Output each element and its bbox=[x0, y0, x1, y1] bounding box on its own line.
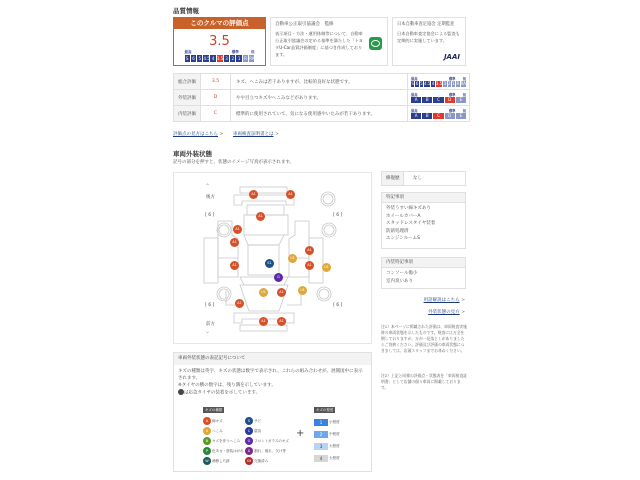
legend-type-item bbox=[203, 446, 244, 456]
chevron-up-icon[interactable]: ⌃ bbox=[205, 183, 211, 190]
degree-label: 大程度 bbox=[329, 456, 340, 460]
evaluation-value: C bbox=[201, 106, 231, 122]
chevron-right-icon: > bbox=[219, 132, 224, 137]
evaluation-scale: 最高 標準 低 A B C D E bbox=[408, 106, 470, 122]
damage-type-icon: C bbox=[245, 427, 253, 435]
legend-line-3: は応急タイヤの装着を示しています。 bbox=[184, 390, 261, 396]
damage-mark[interactable]: S1 bbox=[265, 259, 274, 268]
supervisor-body: 表示項目・方法・運用体制等について、自動車公正取引協議会の定める基準を満たした「トヨタU-Car品質評価制度」に基づき作成しております。 bbox=[275, 31, 363, 57]
scale-cell: B bbox=[422, 113, 432, 119]
damage-type-label: サビ bbox=[254, 419, 262, 423]
damage-type-icon: B bbox=[203, 437, 211, 445]
damage-mark[interactable]: A1 bbox=[235, 299, 244, 308]
list-item: 防錆処理済 bbox=[386, 228, 409, 234]
damage-types-left bbox=[203, 416, 244, 466]
legend-type-item bbox=[203, 436, 244, 446]
damage-type-icon: W bbox=[203, 457, 211, 465]
scale-cell: S bbox=[185, 56, 189, 61]
scale-cell: 3 bbox=[225, 56, 228, 61]
repair-history-value: なし bbox=[413, 176, 422, 181]
scale-cell: 3.5 bbox=[216, 56, 224, 61]
evaluation-label: 総合評価 bbox=[174, 74, 201, 90]
evaluation-row bbox=[174, 106, 470, 122]
interior-notes-card bbox=[381, 257, 466, 289]
interior-notes-heading: 内装特記事項 bbox=[382, 258, 465, 268]
legend-type-item bbox=[245, 416, 289, 426]
damage-type-tag: キズの種類 bbox=[205, 408, 223, 412]
evaluation-scale: 最高 標準 低 S 6 5 4.5 4 3.5 3 2 1 R RA bbox=[408, 74, 470, 90]
degree-box: 2 bbox=[314, 431, 328, 438]
damage-type-icon: U bbox=[203, 427, 211, 435]
damage-type-icon: A bbox=[203, 417, 211, 425]
damage-mark[interactable]: A1 bbox=[249, 190, 258, 199]
scale-cell: E bbox=[456, 97, 466, 103]
chevron-down-icon[interactable]: ⌄ bbox=[205, 328, 211, 335]
evaluation-description: やや目立つキズやへこみなどがあります。 bbox=[231, 90, 408, 106]
legend-degree-item bbox=[314, 429, 340, 441]
damage-degree-tag: キズの程度 bbox=[316, 408, 334, 412]
supervisor-heading: 自動車公正取引協議会 監修 bbox=[275, 22, 334, 27]
legend-line-2: ※タイヤの横の数字は、残り溝を示しています。 bbox=[178, 383, 276, 388]
evaluation-scale: 最高 標準 低 A B C D E bbox=[408, 90, 470, 106]
damage-mark[interactable]: U1 bbox=[298, 286, 307, 295]
legend-type-item bbox=[245, 446, 289, 456]
scale-cell: S bbox=[411, 81, 414, 86]
legend-degree-item bbox=[314, 453, 340, 465]
damage-type-label: 腐食 bbox=[254, 429, 262, 433]
chevron-right-icon: > bbox=[461, 298, 465, 303]
scale-cell: 4 bbox=[211, 56, 215, 61]
damage-mark[interactable]: A1 bbox=[256, 212, 265, 221]
damage-type-label: キズを伴うへこみ bbox=[212, 439, 241, 443]
score-heading: このクルマの評価点 bbox=[174, 18, 265, 29]
scale-cell: R bbox=[456, 81, 460, 86]
scale-cell: RA bbox=[460, 81, 466, 86]
evaluation-label: 内装評価 bbox=[174, 106, 201, 122]
score-value: 3.5 bbox=[209, 34, 230, 49]
list-item: 外装うすい線キズあり bbox=[386, 206, 431, 211]
damage-type-label: 色あせ・塗装はがれ bbox=[212, 449, 244, 453]
damage-type-label: 線キズ bbox=[212, 419, 223, 423]
repair-history-label: 修復歴 bbox=[382, 172, 404, 185]
score-guide-link[interactable]: 評価点の見方はこちら bbox=[173, 132, 218, 137]
jaai-card bbox=[392, 17, 466, 66]
legend-line-1: キズの種類は英字、キズの状態は数字で表示され、これらの組み合わせが、展開図中に表示されます。 bbox=[178, 369, 363, 381]
scale-cell: R bbox=[244, 56, 247, 61]
list-item: 室内臭いあり bbox=[386, 278, 413, 284]
damage-type-label: フロントガラスのキズ bbox=[254, 439, 289, 443]
scale-cell: D bbox=[445, 97, 455, 103]
score-card bbox=[173, 17, 266, 66]
evaluation-description: キズ、へこみは若干ありますが、比較的良好な状態です。 bbox=[231, 74, 408, 90]
front-label: 前方 bbox=[206, 322, 215, 327]
damage-mark[interactable]: A1 bbox=[305, 246, 314, 255]
damage-types-right bbox=[245, 416, 289, 466]
damage-type-icon: S bbox=[245, 417, 253, 425]
special-notes-card bbox=[381, 192, 466, 249]
legend-degree-item bbox=[314, 441, 340, 453]
fair-trade-logo-icon bbox=[369, 37, 382, 50]
exterior-subtitle: 記号の部分を押すと、状態のイメージ写真が表示されます。 bbox=[173, 160, 295, 165]
damage-mark[interactable]: U1 bbox=[259, 288, 268, 297]
degree-label: 大程度 bbox=[329, 444, 340, 448]
tire-depth-rear-left: [ 6 ] bbox=[205, 213, 215, 218]
damage-mark[interactable]: A1 bbox=[230, 238, 239, 247]
scale-cell: E bbox=[456, 113, 466, 119]
scale-cell: 4.5 bbox=[203, 56, 210, 61]
interior-notes-list bbox=[382, 268, 465, 287]
special-notes-heading: 特記事項 bbox=[382, 193, 465, 203]
scale-cell: 1 bbox=[452, 81, 455, 86]
damage-degrees bbox=[314, 417, 340, 465]
scale-cell: 4 bbox=[431, 81, 435, 86]
evaluation-row bbox=[174, 90, 470, 106]
damage-type-icon: P bbox=[203, 447, 211, 455]
scale-cell: 2 bbox=[231, 56, 235, 61]
legend-type-item bbox=[245, 456, 289, 466]
special-notes-list bbox=[382, 203, 465, 245]
damage-mark[interactable]: G bbox=[274, 273, 283, 282]
jaai-body: 日本自動車査定協会による監査も定期的に実施しています。 bbox=[397, 31, 460, 43]
note-1: 注1）本ページに掲載された評価は、車両検査実施時の車両状態を示したものです。検査には万全を期しておりますが、万が一見落としがありましたらご容赦ください。評価及び評価の車両状態につきましては、店頭スタッフまでお尋ねください。 bbox=[381, 324, 467, 353]
evaluation-description: 標準的に使用されていて、気になる使用感やいたみが若干あります。 bbox=[231, 106, 408, 122]
scale-cell: B bbox=[422, 97, 432, 103]
tire-depth-rear-right: [ 6 ] bbox=[333, 213, 343, 218]
damage-mark[interactable]: A1 bbox=[286, 190, 295, 199]
legend-type-item bbox=[203, 456, 244, 466]
list-item: ホイールカバーA bbox=[386, 213, 421, 219]
evaluation-table bbox=[173, 73, 470, 122]
supervisor-card bbox=[270, 17, 388, 66]
list-item: スタッドレスタイヤ装着 bbox=[386, 221, 436, 226]
degree-box: 4 bbox=[314, 455, 328, 462]
damage-mark[interactable]: A1 bbox=[230, 261, 239, 270]
damage-mark[interactable]: U1 bbox=[288, 254, 297, 263]
scale-cell: 4.5 bbox=[424, 81, 431, 86]
repair-history-row bbox=[381, 171, 466, 186]
evaluation-value: 3.5 bbox=[201, 74, 231, 90]
damage-type-icon: G bbox=[245, 437, 253, 445]
scale-cell: 2 bbox=[447, 81, 451, 86]
degree-label: 小程度 bbox=[329, 420, 340, 424]
list-item: コンソール傷小 bbox=[386, 271, 418, 276]
damage-mark[interactable]: A1 bbox=[305, 261, 314, 270]
plus-icon: + bbox=[296, 428, 305, 439]
damage-type-label: 割れ、破れ、欠け等 bbox=[254, 449, 287, 453]
legend-type-item bbox=[245, 436, 289, 446]
damage-type-label: 交換済み bbox=[254, 459, 269, 463]
scale-cell: A bbox=[411, 113, 421, 119]
degree-box: 1 bbox=[314, 419, 328, 426]
legend-card bbox=[173, 352, 372, 472]
legend-degree-item bbox=[314, 417, 340, 429]
damage-type-icon: XX bbox=[246, 459, 252, 463]
tire-depth-front-right: [ 6 ] bbox=[333, 303, 343, 308]
rear-label: 後方 bbox=[206, 195, 215, 200]
score-scale bbox=[185, 55, 255, 62]
damage-mark[interactable]: A1 bbox=[277, 288, 286, 297]
chevron-right-icon: > bbox=[461, 310, 465, 315]
legend-type-item bbox=[245, 426, 289, 436]
scale-cell: 3 bbox=[443, 81, 447, 86]
degree-box: 3 bbox=[314, 443, 328, 450]
damage-mark[interactable]: A1 bbox=[259, 317, 268, 326]
scale-cell: 5 bbox=[420, 81, 423, 86]
scale-high-label: 最高 bbox=[184, 50, 192, 54]
damage-type-label: 補修した跡 bbox=[212, 459, 230, 463]
degree-label: 中程度 bbox=[329, 432, 340, 436]
exterior-title: 車両外装状態 bbox=[173, 150, 212, 158]
scale-low-label: 低 bbox=[251, 50, 255, 54]
scale-cell: 3.5 bbox=[435, 81, 443, 86]
note-2: 注2）上記と同様の評価点・状態表を「車両検査証明書」として店舗の個々車両に掲載しております。 bbox=[381, 373, 467, 390]
damage-mark[interactable]: A1 bbox=[277, 317, 286, 326]
evaluation-label: 外装評価 bbox=[174, 90, 201, 106]
scale-cell: 1 bbox=[237, 56, 241, 61]
damage-type-label: へこみ bbox=[212, 429, 223, 433]
legend-type-item bbox=[203, 426, 244, 436]
scale-cell: C bbox=[433, 113, 443, 119]
scale-cell: 6 bbox=[415, 81, 419, 86]
inspection-cert-link[interactable]: 車両検査証明書とは bbox=[232, 132, 274, 137]
scale-cell: RA bbox=[249, 56, 255, 61]
glossary-link[interactable]: 用語解説はこちら bbox=[423, 298, 460, 303]
scale-cell: 6 bbox=[192, 56, 195, 61]
jaai-heading: 日本自動車査定協会 定期監査 bbox=[397, 22, 455, 27]
car-diagram bbox=[173, 172, 372, 344]
scale-cell: C bbox=[433, 97, 443, 103]
scale-cell: D bbox=[445, 113, 455, 119]
damage-mark[interactable]: U1 bbox=[322, 263, 331, 272]
exterior-guide-link[interactable]: 外装状態の見方 bbox=[428, 310, 460, 315]
scale-standard-label: 標準 bbox=[231, 50, 239, 54]
list-item: エンジンルームS bbox=[386, 236, 421, 241]
evaluation-value: D bbox=[201, 90, 231, 106]
legend-type-item bbox=[203, 416, 244, 426]
legend-heading: 車両外装状態の表記記号について bbox=[174, 353, 371, 365]
damage-mark[interactable]: A1 bbox=[233, 225, 242, 234]
tire-depth-front-left: [ 6 ] bbox=[205, 303, 215, 308]
car-outline bbox=[174, 173, 373, 345]
page-title: 品質情報 bbox=[173, 7, 199, 15]
evaluation-row bbox=[174, 74, 470, 90]
scale-cell: A bbox=[411, 97, 421, 103]
jaai-logo: JAAI bbox=[443, 53, 460, 61]
chevron-right-icon: > bbox=[275, 132, 279, 137]
scale-cell: 5 bbox=[198, 56, 202, 61]
damage-type-icon: X bbox=[245, 447, 253, 455]
